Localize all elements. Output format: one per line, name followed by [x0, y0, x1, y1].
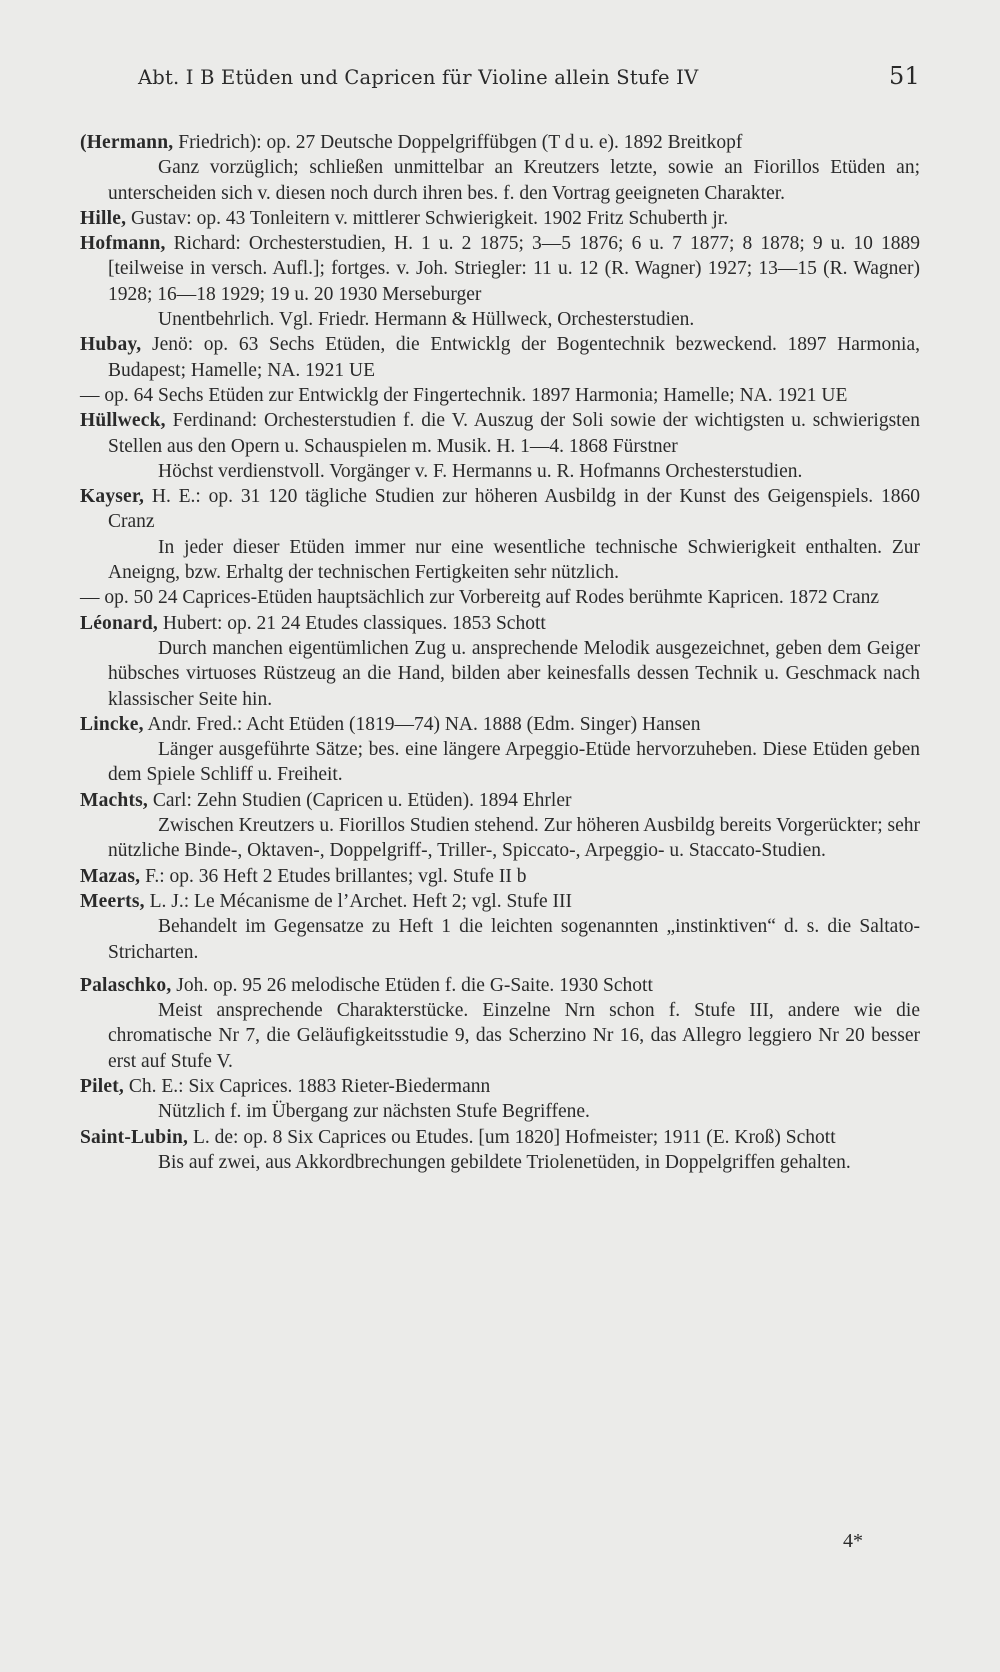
entry-text: H. E.: op. 31 120 tägliche Studien zur höheren Ausbildg in der Kunst des Geigenspiels. 1860 Cranz: [108, 486, 920, 533]
entry-text: Ferdinand: Orchesterstudien f. die V. Auszug der Soli sowie der wichtigsten u. schwierigsten Stellen aus den Opern u. Schauspielen m. Musik. H. 1—4. 1868 Fürstner: [108, 410, 920, 457]
entry-text: Richard: Orchesterstudien, H. 1 u. 2 1875; 3—5 1876; 6 u. 7 1877; 8 1878; 9 u. 10 1889 [teilweise in versch. Aufl.]; fortges. v. Joh. Striegler: 11 u. 12 (R. Wagner) 1927; 13—15 (R. Wagner) 1928; 16—18 1929; 19 u. 20 1930 Merseburger: [108, 233, 920, 305]
entry-hubay-op64: [80, 383, 920, 408]
entry-name: (Hermann,: [80, 132, 174, 153]
signature-mark: 4*: [843, 1530, 863, 1552]
entry-name: Lincke,: [80, 713, 144, 735]
entry-name: Hüllweck,: [80, 410, 166, 432]
entry-hofmann: [80, 231, 920, 307]
running-header: [138, 62, 920, 90]
entry-comment: In jeder dieser Etüden immer nur eine wesentliche technische Schwierigkeit enthalten. Zur Aneigng, bzw. Erhaltg der technischen Fertigkeiten sehr nützlich.: [108, 536, 920, 584]
entry-text: F.: op. 36 Heft 2 Etudes brillantes; vgl. Stufe II b: [140, 865, 527, 887]
entry-kayser-op50: [80, 585, 920, 610]
entry-text: Gustav: op. 43 Tonleitern v. mittlerer Schwierigkeit. 1902 Fritz Schuberth jr.: [126, 207, 729, 229]
entry-comment: Bis auf zwei, aus Akkordbrechungen gebildete Triolenetüden, in Doppelgriffen gehalten.: [158, 1151, 851, 1173]
entry-name: Hille,: [80, 207, 127, 229]
entry-text: Joh. op. 95 26 melodische Etüden f. die G-Saite. 1930 Schott: [171, 974, 653, 996]
entry-comment: Länger ausgeführte Sätze; bes. eine längere Arpeggio-Etüde hervorzuheben. Diese Etüden geben dem Spiele Schliff u. Freiheit.: [108, 739, 920, 786]
entry-name: Saint-Lubin,: [80, 1126, 189, 1148]
entry-name: Mazas,: [80, 865, 141, 887]
entry-name: Léonard,: [80, 612, 158, 634]
entry-name: Hubay,: [80, 334, 142, 356]
entry-name: Palaschko,: [80, 974, 172, 996]
entry-machts: [80, 788, 920, 813]
entry-comment: Ganz vorzüglich; schließen unmittelbar an Kreutzers letzte, sowie an Fiorillos Etüden an; unterscheiden sich v. diesen noch durch ihren bes. f. den Vortrag geeigneten Charakter.: [108, 157, 920, 204]
running-title: Abt. I B Etüden und Capricen für Violine allein Stufe IV: [138, 66, 699, 89]
entry-kayser: [80, 484, 920, 535]
catalog-entries: [80, 130, 920, 1175]
entry-name: Meerts,: [80, 890, 145, 912]
entry-text: Carl: Zehn Studien (Capricen u. Etüden). 1894 Ehrler: [148, 789, 572, 811]
entry-comment: Durch manchen eigentümlichen Zug u. ansprechende Melodik ausgezeichnet, geben dem Geiger hübsches virtuoses Rüstzeug an die Hand, bilden aber keinesfalls dessen Technik u. Geschmack nach klassischer Seite hin.: [108, 637, 920, 710]
entry-hille: [80, 206, 920, 231]
entry-name: Hofmann,: [80, 233, 166, 255]
entry-text: Hubert: op. 21 24 Etudes classiques. 1853 Schott: [157, 612, 546, 634]
page-number: 51: [889, 62, 920, 90]
entry-comment: Meist ansprechende Charakterstücke. Einzelne Nrn schon f. Stufe III, andere wie die chromatische Nr 7, die Geläufigkeitsstudie 9, das Scherzino Nr 16, das Allegro leggiero Nr 20 besser erst auf Stufe V.: [108, 1000, 920, 1072]
entry-hermann: [80, 130, 920, 155]
entry-pilet: [80, 1074, 920, 1099]
entry-lincke: [80, 712, 920, 737]
entry-palaschko: [80, 973, 920, 998]
entry-leonard: [80, 611, 920, 636]
entry-name: Pilet,: [80, 1075, 124, 1097]
entry-text: Friedrich): op. 27 Deutsche Doppelgriffübgen (T d u. e). 1892 Breitkopf: [173, 132, 743, 153]
entry-text: — op. 50 24 Caprices-Etüden hauptsächlich zur Vorbereitg auf Rodes berühmte Kapricen. 1872 Cranz: [80, 587, 880, 609]
entry-text: Andr. Fred.: Acht Etüden (1819—74) NA. 1888 (Edm. Singer) Hansen: [143, 713, 701, 735]
entry-saint-lubin: [80, 1125, 920, 1150]
entry-name: Machts,: [80, 789, 149, 811]
entry-comment: Zwischen Kreutzers u. Fiorillos Studien stehend. Zur höheren Ausbildg bereits Vorgerückter; sehr nützliche Binde-, Oktaven-, Doppelgriff-, Triller-, Spiccato-, Arpeggio- u. Staccato-Studien.: [108, 815, 920, 862]
entry-text: L. de: op. 8 Six Caprices ou Etudes. [um 1820] Hofmeister; 1911 (E. Kroß) Schott: [188, 1126, 836, 1148]
entry-text: Jenö: op. 63 Sechs Etüden, die Entwicklg der Bogentechnik bezweckend. 1897 Harmonia, Budapest; Hamelle; NA. 1921 UE: [108, 334, 920, 381]
entry-text: L. J.: Le Mécanisme de l’Archet. Heft 2; vgl. Stufe III: [144, 890, 572, 912]
entry-mazas: [80, 864, 920, 889]
entry-comment: Unentbehrlich. Vgl. Friedr. Hermann & Hüllweck, Orchesterstudien.: [158, 309, 695, 331]
entry-text: — op. 64 Sechs Etüden zur Entwicklg der Fingertechnik. 1897 Harmonia; Hamelle; NA. 1921 UE: [80, 384, 848, 406]
entry-hubay: [80, 332, 920, 383]
entry-text: Ch. E.: Six Caprices. 1883 Rieter-Biedermann: [123, 1075, 491, 1097]
entry-name: Kayser,: [80, 486, 145, 508]
entry-comment: Höchst verdienstvoll. Vorgänger v. F. Hermanns u. R. Hofmanns Orchesterstudien.: [158, 460, 803, 482]
entry-meerts: [80, 889, 920, 914]
entry-huellweck: [80, 408, 920, 459]
entry-comment: Nützlich f. im Übergang zur nächsten Stufe Begriffene.: [158, 1101, 590, 1123]
entry-comment: Behandelt im Gegensatze zu Heft 1 die leichten sogenannten „instinktiven“ d. s. die Saltato-Stricharten.: [108, 916, 920, 963]
